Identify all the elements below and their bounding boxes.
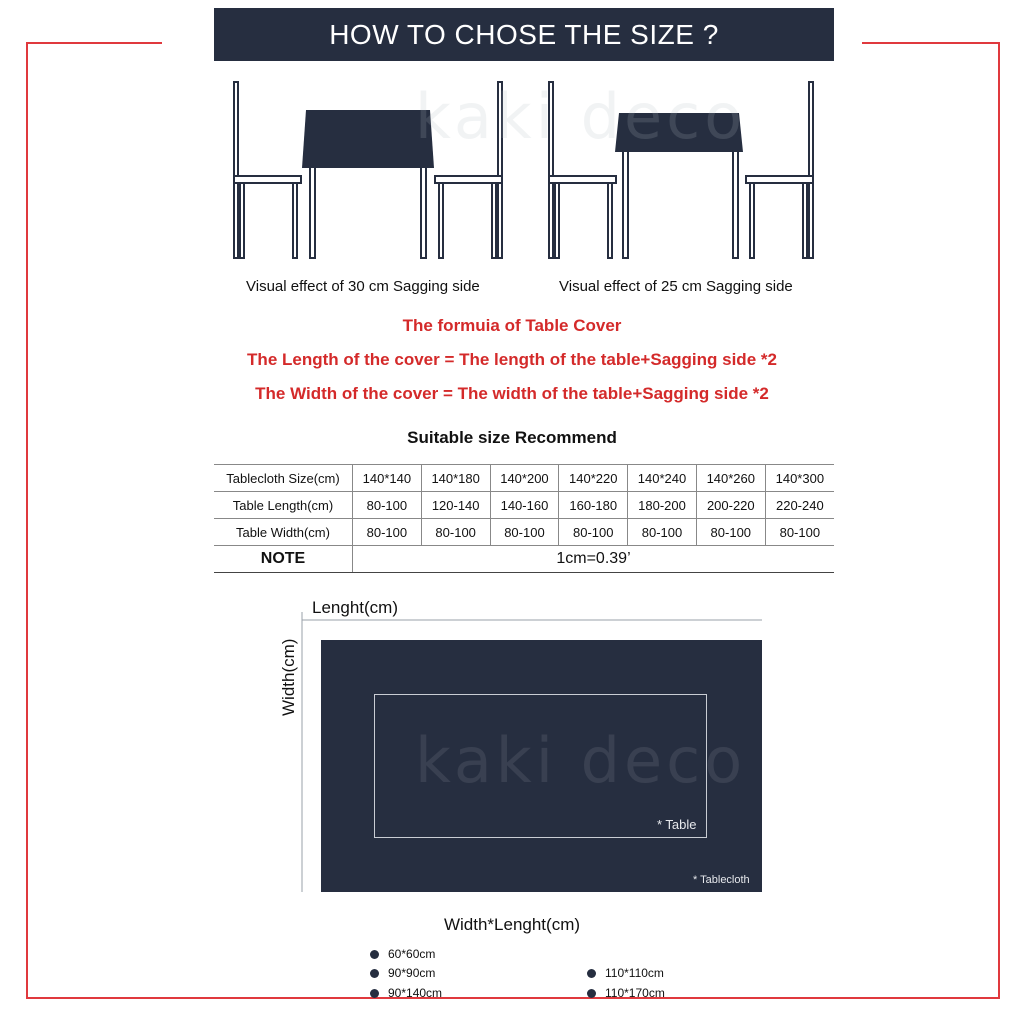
size-option[interactable] <box>587 986 665 1000</box>
length-axis-label: Lenght(cm) <box>312 598 398 617</box>
table-cell: 140*260 <box>696 465 765 492</box>
tablecloth-tag: * Tablecloth <box>693 874 750 886</box>
table-cell: 80-100 <box>628 519 697 546</box>
note-label: NOTE <box>214 546 353 573</box>
table-cell: 200-220 <box>696 492 765 519</box>
table-cell: 140*200 <box>490 465 559 492</box>
note-value: 1cm=0.39’ <box>353 546 835 573</box>
row-label: Table Length(cm) <box>214 492 353 519</box>
formula-length: The Length of the cover = The length of the table+Sagging side *2 <box>247 350 777 369</box>
watermark: kaki deco <box>415 724 747 797</box>
bullet-icon <box>370 969 379 978</box>
size-option-label: 60*60cm <box>388 947 436 961</box>
size-option[interactable] <box>370 947 435 961</box>
table-cell: 80-100 <box>353 492 422 519</box>
table-cell: 180-200 <box>628 492 697 519</box>
table-cell: 80-100 <box>490 519 559 546</box>
table-cell: 140*300 <box>765 465 834 492</box>
size-option-label: 90*90cm <box>388 966 436 980</box>
caption-25cm: Visual effect of 25 cm Sagging side <box>559 278 793 295</box>
table-cell: 80-100 <box>696 519 765 546</box>
bullet-icon <box>587 969 596 978</box>
sizes-title: Width*Lenght(cm) <box>443 915 581 934</box>
bullet-icon <box>587 989 596 998</box>
row-label: Tablecloth Size(cm) <box>214 465 353 492</box>
page-title: HOW TO CHOSE THE SIZE ? <box>214 8 834 61</box>
caption-30cm: Visual effect of 30 cm Sagging side <box>246 278 480 295</box>
table-cell: 120-140 <box>421 492 490 519</box>
table-cell: 80-100 <box>421 519 490 546</box>
table-cell: 140*180 <box>421 465 490 492</box>
size-option-label: 110*110cm <box>605 966 664 980</box>
table-cell: 220-240 <box>765 492 834 519</box>
table-cell: 140*240 <box>628 465 697 492</box>
size-option[interactable] <box>370 966 435 980</box>
recommend-title: Suitable size Recommend <box>407 428 617 447</box>
size-option-label: 90*140cm <box>388 986 443 1000</box>
row-label: Table Width(cm) <box>214 519 353 546</box>
table-cell: 160-180 <box>559 492 628 519</box>
formula-width: The Width of the cover = The width of the table+Sagging side *2 <box>255 384 769 403</box>
size-option[interactable] <box>370 986 442 1000</box>
table-cell: 140-160 <box>490 492 559 519</box>
bullet-icon <box>370 989 379 998</box>
size-option-label: 110*170cm <box>605 986 665 1000</box>
table-cell: 140*220 <box>559 465 628 492</box>
table-cell: 80-100 <box>559 519 628 546</box>
table-cell: 80-100 <box>765 519 834 546</box>
width-axis-label: Width(cm) <box>279 638 298 716</box>
table-cell: 140*140 <box>353 465 422 492</box>
watermark: kaki deco <box>415 80 747 153</box>
formula-heading: The formuia of Table Cover <box>402 316 622 335</box>
table-cell: 80-100 <box>353 519 422 546</box>
size-option[interactable] <box>587 966 664 980</box>
bullet-icon <box>370 950 379 959</box>
table-tag: * Table <box>657 817 697 832</box>
